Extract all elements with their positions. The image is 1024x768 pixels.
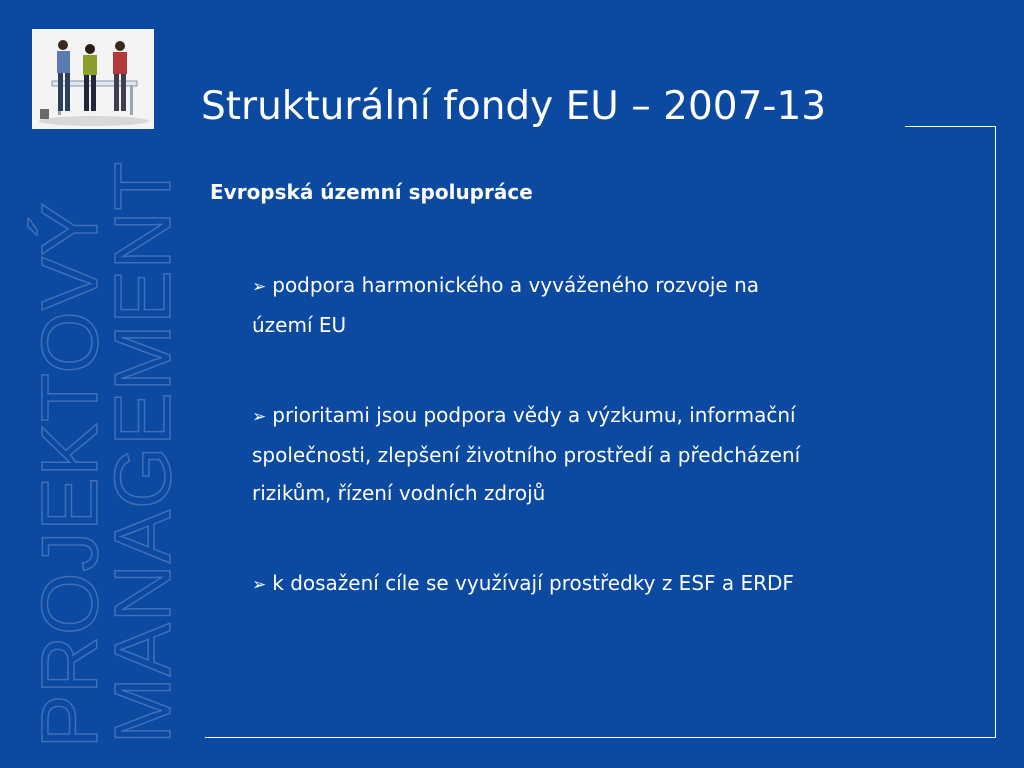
bullet-list xyxy=(252,266,987,604)
bullet-text: rizikům, řízení vodních zdrojů xyxy=(252,481,546,505)
frame-line-right xyxy=(995,126,996,738)
bullet-text: území EU xyxy=(252,313,347,337)
side-watermark-management: MANAGEMENT xyxy=(98,160,187,744)
bullet-item xyxy=(252,564,987,604)
bullet-text: podpora harmonického a vyváženého rozvoje na xyxy=(272,273,760,297)
frame-line-bottom xyxy=(205,737,996,738)
logo-team-photo xyxy=(32,29,154,129)
arrowhead-bullet-icon: ➢ xyxy=(252,407,267,427)
bullet-item xyxy=(252,396,987,512)
bullet-item xyxy=(252,266,987,344)
frame-line-top xyxy=(905,126,996,127)
arrowhead-bullet-icon: ➢ xyxy=(252,277,267,297)
arrowhead-bullet-icon: ➢ xyxy=(252,575,267,595)
bullet-text: společnosti, zlepšení životního prostředí a předcházení xyxy=(252,443,801,467)
bullet-text: prioritami jsou podpora vědy a výzkumu, informační xyxy=(272,403,796,427)
slide-title: Strukturální fondy EU – 2007-13 xyxy=(201,84,827,129)
side-watermark-projektovy: PROJEKTOVÝ xyxy=(25,201,114,748)
slide-subtitle: Evropská územní spolupráce xyxy=(210,180,533,204)
bullet-text: k dosažení cíle se využívají prostředky z ESF a ERDF xyxy=(272,571,794,595)
